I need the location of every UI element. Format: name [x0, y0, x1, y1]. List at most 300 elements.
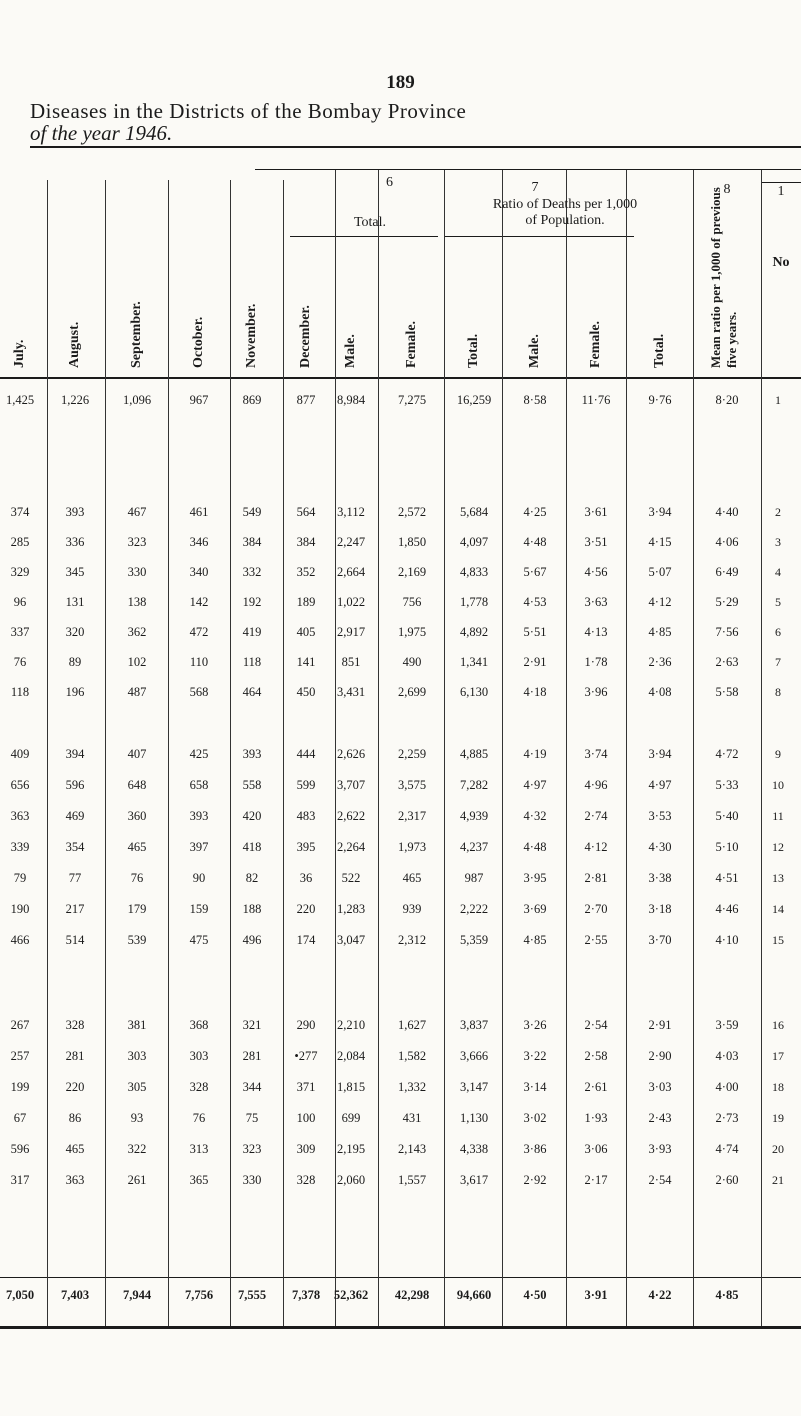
- month-header-october: October.: [191, 316, 206, 368]
- table-cell: 2,143: [397, 1142, 427, 1156]
- table-cell: 89: [68, 655, 82, 669]
- table-cell: 4,338: [459, 1142, 489, 1156]
- total-cell: 7,555: [237, 1288, 267, 1302]
- table-cell: 330: [127, 565, 147, 579]
- table-cell: 1,332: [397, 1080, 427, 1094]
- table-cell: 394: [65, 747, 85, 761]
- table-cell: 8·58: [523, 393, 547, 407]
- table-cell: 4·56: [584, 565, 608, 579]
- table-cell: 360: [127, 809, 147, 823]
- table-cell: 658: [189, 778, 209, 792]
- month-header-december: December.: [298, 305, 313, 368]
- table-cell: 141: [296, 655, 316, 669]
- month-header-september: September.: [129, 301, 144, 368]
- table-cell: 2,572: [397, 505, 427, 519]
- table-cell: 469: [65, 809, 85, 823]
- table-cell: 3·69: [523, 902, 547, 916]
- table-cell: 4·48: [523, 840, 547, 854]
- table-cell: 77: [68, 871, 82, 885]
- row-number: 11: [772, 809, 784, 823]
- table-cell: 138: [127, 595, 147, 609]
- table-cell: 4·13: [584, 625, 608, 639]
- table-cell: 363: [65, 1173, 85, 1187]
- table-cell: 2·54: [584, 1018, 608, 1032]
- table-cell: 2·91: [648, 1018, 672, 1032]
- table-cell: 4·08: [648, 685, 672, 699]
- table-cell: 5·33: [715, 778, 739, 792]
- table-cell: 142: [189, 595, 209, 609]
- table-cell: 2·58: [584, 1049, 608, 1063]
- table-cell: 179: [127, 902, 147, 916]
- month-header-august: August.: [67, 321, 82, 368]
- table-cell: 337: [10, 625, 30, 639]
- table-cell: 465: [402, 871, 422, 885]
- table-cell: 418: [242, 840, 262, 854]
- table-cell: 2·54: [648, 1173, 672, 1187]
- table-cell: 9·76: [648, 393, 672, 407]
- table-cell: 1,425: [5, 393, 35, 407]
- table-cell: 362: [127, 625, 147, 639]
- page-subtitle: of the year 1946.: [30, 121, 173, 145]
- table-cell: 2,699: [397, 685, 427, 699]
- table-cell: 3·95: [523, 871, 547, 885]
- table-cell: 2·90: [648, 1049, 672, 1063]
- table-cell: 384: [242, 535, 262, 549]
- total-cell: 3·91: [584, 1288, 608, 1302]
- table-cell: 2,312: [397, 933, 427, 947]
- table-cell: 16,259: [456, 393, 492, 407]
- total-top-rule: [0, 1277, 801, 1278]
- table-cell: 365: [189, 1173, 209, 1187]
- row-number: 19: [772, 1111, 784, 1125]
- row-number: 5: [775, 595, 781, 609]
- table-cell: 851: [341, 655, 361, 669]
- table-cell: 317: [10, 1173, 30, 1187]
- table-cell: 487: [127, 685, 147, 699]
- table-cell: 320: [65, 625, 85, 639]
- table-cell: 323: [242, 1142, 262, 1156]
- table-cell: 2·91: [523, 655, 547, 669]
- table-cell: 4·53: [523, 595, 547, 609]
- table-cell: 2·63: [715, 655, 739, 669]
- table-cell: 2,084: [336, 1049, 366, 1063]
- table-cell: 393: [65, 505, 85, 519]
- table-cell: 1,778: [459, 595, 489, 609]
- total-male-header: Male.: [343, 334, 358, 368]
- table-cell: 261: [127, 1173, 147, 1187]
- table-cell: 4·32: [523, 809, 547, 823]
- table-cell: 188: [242, 902, 262, 916]
- table-cell: 2·61: [584, 1080, 608, 1094]
- table-cell: 4·03: [715, 1049, 739, 1063]
- table-cell: 4·25: [523, 505, 547, 519]
- table-cell: 1,130: [459, 1111, 489, 1125]
- table-cell: 3,112: [337, 505, 365, 519]
- table-cell: 281: [242, 1049, 262, 1063]
- row-number: 16: [772, 1018, 784, 1032]
- table-cell: 4·30: [648, 840, 672, 854]
- table-cell: 4·72: [715, 747, 739, 761]
- table-cell: 330: [242, 1173, 262, 1187]
- table-cell: 329: [10, 565, 30, 579]
- table-cell: 336: [65, 535, 85, 549]
- table-cell: 4·51: [715, 871, 739, 885]
- table-cell: 5·10: [715, 840, 739, 854]
- row-number: 3: [775, 535, 781, 549]
- table-cell: 76: [192, 1111, 206, 1125]
- row-number: 4: [775, 565, 781, 579]
- subgroup-rule-ratio: [444, 236, 634, 237]
- row-number: 15: [772, 933, 784, 947]
- table-cell: 1,973: [397, 840, 427, 854]
- table-cell: 490: [402, 655, 422, 669]
- table-cell: 381: [127, 1018, 147, 1032]
- table-cell: 1,815: [336, 1080, 366, 1094]
- table-cell: 514: [65, 933, 85, 947]
- table-cell: 4·97: [523, 778, 547, 792]
- total-cell: 7,378: [291, 1288, 321, 1302]
- page-number: 189: [386, 72, 415, 93]
- table-cell: 450: [296, 685, 316, 699]
- table-cell: 3·18: [648, 902, 672, 916]
- table-cell: 2,259: [397, 747, 427, 761]
- table-cell: 4·85: [648, 625, 672, 639]
- table-cell: 1,283: [336, 902, 366, 916]
- column-number-6: 6: [386, 175, 393, 190]
- row-number: 20: [772, 1142, 784, 1156]
- table-cell: 4·46: [715, 902, 739, 916]
- table-cell: 11·76: [581, 393, 611, 407]
- column-number-7: 7: [531, 180, 539, 195]
- table-cell: 3·86: [523, 1142, 547, 1156]
- table-cell: 3·61: [584, 505, 608, 519]
- table-cell: 4,237: [459, 840, 489, 854]
- table-cell: 3·93: [648, 1142, 672, 1156]
- table-cell: 374: [10, 505, 30, 519]
- table-cell: 2,917: [336, 625, 366, 639]
- row-number: 12: [772, 840, 784, 854]
- table-cell: 420: [242, 809, 262, 823]
- table-cell: 346: [189, 535, 209, 549]
- table-cell: 3·14: [523, 1080, 547, 1094]
- table-cell: 110: [189, 655, 209, 669]
- table-cell: 79: [13, 871, 27, 885]
- table-cell: 3,617: [459, 1173, 489, 1187]
- table-cell: 3,047: [336, 933, 366, 947]
- table-cell: 3,837: [459, 1018, 489, 1032]
- table-cell: 648: [127, 778, 147, 792]
- table-cell: 3,431: [336, 685, 366, 699]
- month-header-november: November.: [244, 303, 259, 368]
- table-cell: 2,210: [336, 1018, 366, 1032]
- table-cell: 2·74: [584, 809, 608, 823]
- table-cell: 558: [242, 778, 262, 792]
- month-header-july: July.: [12, 339, 27, 368]
- table-cell: 131: [65, 595, 85, 609]
- total-cell: 7,944: [122, 1288, 152, 1302]
- table-cell: 328: [189, 1080, 209, 1094]
- table-cell: 1·93: [584, 1111, 608, 1125]
- table-cell: 4,939: [459, 809, 489, 823]
- table-cell: 568: [189, 685, 209, 699]
- table-cell: 76: [130, 871, 144, 885]
- table-cell: 4·12: [648, 595, 672, 609]
- table-cell: 368: [189, 1018, 209, 1032]
- table-cell: 76: [13, 655, 27, 669]
- table-cell: 340: [189, 565, 209, 579]
- table-cell: 2·73: [715, 1111, 739, 1125]
- table-cell: 2·70: [584, 902, 608, 916]
- table-cell: 285: [10, 535, 30, 549]
- total-cell: 7,756: [184, 1288, 214, 1302]
- table-cell: 3·63: [584, 595, 608, 609]
- row-number: 9: [775, 747, 781, 761]
- table-cell: 4,892: [459, 625, 489, 639]
- header-bottom-rule: [0, 377, 801, 379]
- table-cell: 2,622: [336, 809, 366, 823]
- table-cell: 3·94: [648, 505, 672, 519]
- table-cell: 4·97: [648, 778, 672, 792]
- table-cell: 159: [189, 902, 209, 916]
- table-cell: 5·51: [523, 625, 547, 639]
- table-cell: 328: [296, 1173, 316, 1187]
- table-cell: 3·96: [584, 685, 608, 699]
- row-number: 18: [772, 1080, 784, 1094]
- table-cell: 4·10: [715, 933, 739, 947]
- row-number: 2: [775, 505, 781, 519]
- table-cell: 596: [10, 1142, 30, 1156]
- table-cell: 323: [127, 535, 147, 549]
- row-number: 17: [772, 1049, 784, 1063]
- table-cell: 2,222: [459, 902, 489, 916]
- table-cell: 4·74: [715, 1142, 739, 1156]
- table-cell: 384: [296, 535, 316, 549]
- table-cell: 3·22: [523, 1049, 547, 1063]
- table-cell: 345: [65, 565, 85, 579]
- table-cell: 756: [402, 595, 422, 609]
- table-cell: 939: [402, 902, 422, 916]
- table-cell: 363: [10, 809, 30, 823]
- table-cell: 220: [296, 902, 316, 916]
- group-total-label: Total.: [353, 215, 387, 230]
- subgroup-rule-total: [290, 236, 438, 237]
- table-cell: 90: [192, 871, 206, 885]
- row-number: 1: [775, 393, 781, 407]
- table-cell: 303: [189, 1049, 209, 1063]
- row-number: 6: [775, 625, 781, 639]
- row-number: 21: [772, 1173, 784, 1187]
- table-cell: 472: [189, 625, 209, 639]
- table-cell: 4·12: [584, 840, 608, 854]
- table-cell: 305: [127, 1080, 147, 1094]
- table-cell: 5,684: [459, 505, 489, 519]
- table-cell: 332: [242, 565, 262, 579]
- table-cell: 2·81: [584, 871, 608, 885]
- column-number-1: 1: [777, 184, 785, 199]
- table-cell: 321: [242, 1018, 262, 1032]
- table-cell: 267: [10, 1018, 30, 1032]
- table-cell: 190: [10, 902, 30, 916]
- table-cell: 699: [341, 1111, 361, 1125]
- table-cell: 5·40: [715, 809, 739, 823]
- table-cell: 465: [65, 1142, 85, 1156]
- table-cell: 3·06: [584, 1142, 608, 1156]
- table-cell: 4·06: [715, 535, 739, 549]
- total-female-header: Female.: [404, 320, 419, 368]
- table-cell: 220: [65, 1080, 85, 1094]
- table-cell: 5,359: [459, 933, 489, 947]
- table-cell: 1,627: [397, 1018, 427, 1032]
- table-cell: 7,282: [459, 778, 489, 792]
- total-cell: 7,403: [60, 1288, 90, 1302]
- table-cell: 3,707: [336, 778, 366, 792]
- row-number: 10: [772, 778, 784, 792]
- table-cell: 118: [10, 685, 30, 699]
- table-cell: 118: [242, 655, 262, 669]
- table-cell: 3,666: [459, 1049, 489, 1063]
- table-cell: 2,664: [336, 565, 366, 579]
- table-cell: 967: [189, 393, 209, 407]
- table-cell: 189: [296, 595, 316, 609]
- table-cell: 344: [242, 1080, 262, 1094]
- table-cell: 1,557: [397, 1173, 427, 1187]
- row-number: 14: [772, 902, 784, 916]
- table-cell: 4·85: [523, 933, 547, 947]
- table-cell: 596: [65, 778, 85, 792]
- table-cell: 328: [65, 1018, 85, 1032]
- table-cell: 405: [296, 625, 316, 639]
- total-total-header: Total.: [466, 333, 481, 368]
- table-cell: 4·19: [523, 747, 547, 761]
- table-cell: 877: [296, 393, 316, 407]
- table-cell: 2,195: [336, 1142, 366, 1156]
- table-cell: 3·74: [584, 747, 608, 761]
- table-cell: 196: [65, 685, 85, 699]
- table-cell: 303: [127, 1049, 147, 1063]
- table-cell: 2·60: [715, 1173, 739, 1187]
- table-cell: 290: [296, 1018, 316, 1032]
- table-cell: 1,582: [397, 1049, 427, 1063]
- table-cell: 5·07: [648, 565, 672, 579]
- table-cell: 8,984: [336, 393, 366, 407]
- total-cell: 7,050: [5, 1288, 35, 1302]
- ratio-total-header: Total.: [652, 333, 667, 368]
- table-cell: 4·18: [523, 685, 547, 699]
- table-cell: 93: [130, 1111, 144, 1125]
- table-cell: 987: [464, 871, 484, 885]
- table-cell: 199: [10, 1080, 30, 1094]
- table-cell: 36: [299, 871, 313, 885]
- table-cell: 3,575: [397, 778, 427, 792]
- table-cell: 393: [189, 809, 209, 823]
- table-cell: 3,147: [459, 1080, 489, 1094]
- table-cell: 3·51: [584, 535, 608, 549]
- table-cell: 2,169: [397, 565, 427, 579]
- table-cell: 4·00: [715, 1080, 739, 1094]
- table-cell: 1,022: [336, 595, 366, 609]
- row-number: 13: [772, 871, 784, 885]
- table-cell: 869: [242, 393, 262, 407]
- total-cell: 4·85: [715, 1288, 739, 1302]
- table-cell: 2,317: [397, 809, 427, 823]
- table-cell: 393: [242, 747, 262, 761]
- table-cell: 313: [189, 1142, 209, 1156]
- table-cell: 395: [296, 840, 316, 854]
- table-cell: 2·92: [523, 1173, 547, 1187]
- table-cell: 257: [10, 1049, 30, 1063]
- table-cell: 431: [402, 1111, 422, 1125]
- table-cell: 7·56: [715, 625, 739, 639]
- table-cell: 1,226: [60, 393, 90, 407]
- table-cell: 483: [296, 809, 316, 823]
- total-cell: 52,362: [333, 1288, 369, 1302]
- table-cell: 2,626: [336, 747, 366, 761]
- table-cell: 397: [189, 840, 209, 854]
- table-cell: 2·55: [584, 933, 608, 947]
- col1-rule: [761, 182, 801, 183]
- title-rule: [30, 146, 801, 148]
- table-cell: 4,833: [459, 565, 489, 579]
- table-cell: 217: [65, 902, 85, 916]
- table-cell: 419: [242, 625, 262, 639]
- table-cell: 1·78: [584, 655, 608, 669]
- table-cell: 3·03: [648, 1080, 672, 1094]
- table-cell: 3·94: [648, 747, 672, 761]
- table-cell: 4,885: [459, 747, 489, 761]
- table-cell: 3·70: [648, 933, 672, 947]
- page-title: Diseases in the Districts of the Bombay Province: [30, 99, 467, 123]
- table-cell: 425: [189, 747, 209, 761]
- table-cell: 102: [127, 655, 147, 669]
- table-cell: 5·58: [715, 685, 739, 699]
- no-column-header: No: [772, 255, 790, 270]
- table-cell: 599: [296, 778, 316, 792]
- table-cell: 339: [10, 840, 30, 854]
- table-cell: 1,096: [122, 393, 152, 407]
- table-cell: 4·96: [584, 778, 608, 792]
- total-cell: 4·22: [648, 1288, 672, 1302]
- total-cell: 4·50: [523, 1288, 547, 1302]
- table-cell: 192: [242, 595, 262, 609]
- table-cell: 564: [296, 505, 316, 519]
- table-cell: 82: [245, 871, 259, 885]
- table-cell: 467: [127, 505, 147, 519]
- table-cell: 409: [10, 747, 30, 761]
- table-cell: 75: [245, 1111, 259, 1125]
- table-cell: 496: [242, 933, 262, 947]
- row-number: 7: [775, 655, 781, 669]
- row-number: 8: [775, 685, 781, 699]
- table-cell: 100: [296, 1111, 316, 1125]
- table-cell: 6,130: [459, 685, 489, 699]
- table-bottom-rule: [0, 1326, 801, 1329]
- table-cell: 96: [13, 595, 27, 609]
- table-cell: 656: [10, 778, 30, 792]
- table-cell: 4·40: [715, 505, 739, 519]
- header-top-rule: [255, 169, 801, 170]
- table-cell: 1,975: [397, 625, 427, 639]
- table-cell: 1,341: [459, 655, 489, 669]
- group-ratio-label: Ratio of Deaths per 1,000 of Population.: [492, 197, 638, 228]
- total-cell: 42,298: [394, 1288, 430, 1302]
- table-cell: 3·02: [523, 1111, 547, 1125]
- table-cell: 371: [296, 1080, 316, 1094]
- table-cell: 539: [127, 933, 147, 947]
- ratio-female-header: Female.: [588, 320, 603, 368]
- table-cell: 174: [296, 933, 316, 947]
- table-cell: 67: [13, 1111, 27, 1125]
- table-cell: 7,275: [397, 393, 427, 407]
